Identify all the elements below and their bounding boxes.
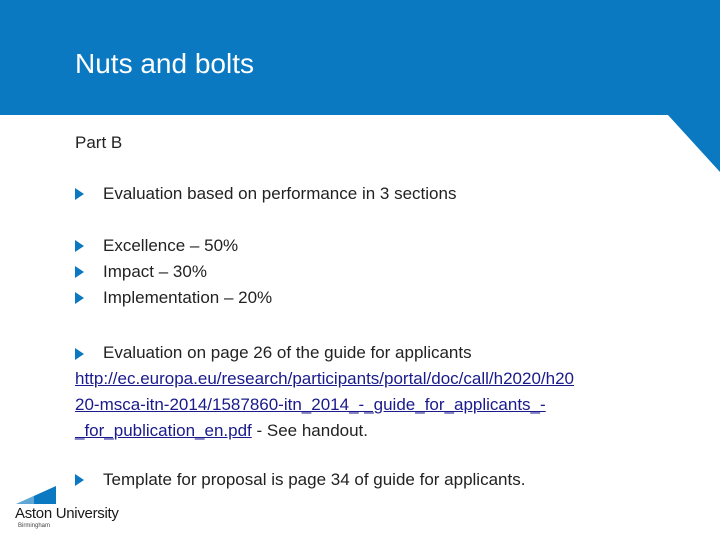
evaluation-paragraph xyxy=(75,340,675,444)
aston-logo-icon xyxy=(14,485,58,505)
logo-name: Aston University xyxy=(15,505,119,522)
bullet-item xyxy=(75,262,207,282)
bullet-item xyxy=(75,470,525,490)
bullet-text: Evaluation based on performance in 3 sections xyxy=(103,184,457,203)
logo-subtitle: Birmingham xyxy=(18,523,51,529)
bullet-item xyxy=(75,236,238,256)
bullet-arrow-icon xyxy=(75,474,84,486)
guide-link-line-2: 20-msca-itn-2014/1587860-itn_2014_-_guide_for_applicants_- xyxy=(75,395,546,414)
bullet-text: Implementation – 20% xyxy=(103,288,273,307)
bullet-arrow-icon xyxy=(75,292,84,304)
handout-note: - See handout. xyxy=(251,421,369,440)
bullet-arrow-icon xyxy=(75,266,84,278)
bullet-text: Template for proposal is page 34 of guide for applicants. xyxy=(103,470,526,489)
slide-title: Nuts and bolts xyxy=(75,48,254,79)
evaluation-text: Evaluation on page 26 of the guide for applicants xyxy=(103,343,472,362)
bullet-arrow-icon xyxy=(75,348,84,360)
bullet-item xyxy=(75,288,272,308)
bullet-arrow-icon xyxy=(75,188,84,200)
guide-link-line-3: _for_publication_en.pdf xyxy=(75,421,252,440)
bullet-text: Excellence – 50% xyxy=(103,236,239,255)
bullet-item xyxy=(75,184,456,204)
guide-link-line-1: http://ec.europa.eu/research/participants/portal/doc/call/h2020/h20 xyxy=(75,369,574,388)
bullet-arrow-icon xyxy=(75,240,84,252)
bullet-text: Impact – 30% xyxy=(103,262,207,281)
slide-subtitle: Part B xyxy=(75,133,123,152)
